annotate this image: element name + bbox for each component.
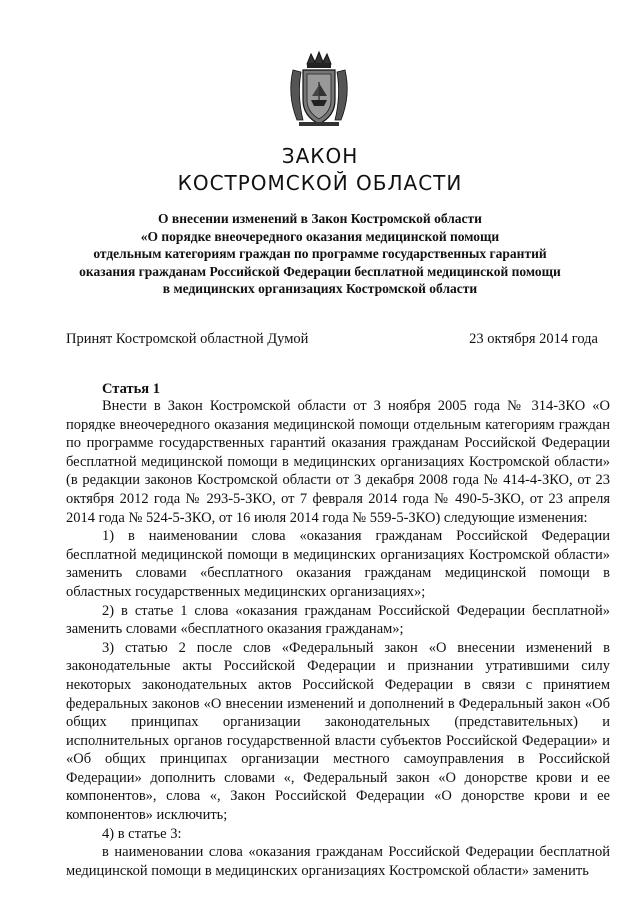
law-title xyxy=(60,210,580,298)
article-paragraph: Внести в Закон Костромской области от 3 ноября 2005 года № 314-ЗКО «О порядке внеочередного оказания медицинской помощи отдельным категориям граждан по программе государственных гарантий оказания гражданам Российской Федерации бесплатной медицинской помощи в медицинских организациях Костромской области» (в редакции законов Костромской области от 3 декабря 2008 года № 414-4-ЗКО, от 23 октября 2012 года № 293-5-ЗКО, от 7 февраля 2014 года № 490-5-ЗКО, от 23 апреля 2014 года № 524-5-ЗКО, от 16 июля 2014 года № 559-5-ЗКО) следующие изменения: xyxy=(66,398,610,526)
article-heading: Статья 1 xyxy=(102,381,160,397)
law-title-line: в медицинских организациях Костромской области xyxy=(162,281,478,296)
document-type: ЗАКОН xyxy=(281,144,359,168)
article-paragraph: 3) статью 2 после слов «Федеральный закон «О внесении изменений в законодательные акты Российской Федерации и признании утратившими силу некоторых законодательных актов Российской Федерации в связи с принятием федеральных законов «О внесении изменений и дополнений в Федеральный закон «Об общих принципах организации законодательных (представительных) и исполнительных органов государственной власти субъектов Российской Федерации» и «Об общих принципах организации местного самоуправления в Российской Федерации» дополнить словами «, Федеральный закон «О донорстве крови и ее компонентов», слова «, Закон Российской Федерации «О донорстве крови и ее компонентов» исключить; xyxy=(66,639,610,824)
law-title-line: оказания гражданам Российской Федерации бесплатной медицинской помощи xyxy=(79,263,561,279)
issuing-region: КОСТРОМСКОЙ ОБЛАСТИ xyxy=(177,171,463,195)
adoption-date: 23 октября 2014 года xyxy=(469,331,598,347)
adopted-by: Принят Костромской областной Думой xyxy=(66,331,309,347)
article-paragraph: 4) в статье 3: xyxy=(102,825,182,842)
coat-of-arms-emblem xyxy=(283,50,355,128)
article-body xyxy=(66,397,610,880)
law-title-line: «О порядке внеочередного оказания медицинской помощи xyxy=(140,228,500,244)
law-title-line: О внесении изменений в Закон Костромской области xyxy=(158,211,482,226)
article-paragraph: 1) в наименовании слова «оказания гражданам Российской Федерации бесплатной медицинской помощи в медицинских организациях Костромской области» заменить словами «бесплатного оказания гражданам медицинской помощи в областных государственных медицинских организациях»; xyxy=(66,528,610,600)
law-title-line: отдельным категориям граждан по программе государственных гарантий xyxy=(93,246,547,261)
article-paragraph: в наименовании слова «оказания гражданам Российской Федерации бесплатной медицинской помощи в медицинских организациях Костромской области» заменить xyxy=(66,844,610,879)
article-paragraph: 2) в статье 1 слова «оказания гражданам Российской Федерации бесплатной» заменить словами «бесплатного оказания гражданам»; xyxy=(66,602,610,638)
